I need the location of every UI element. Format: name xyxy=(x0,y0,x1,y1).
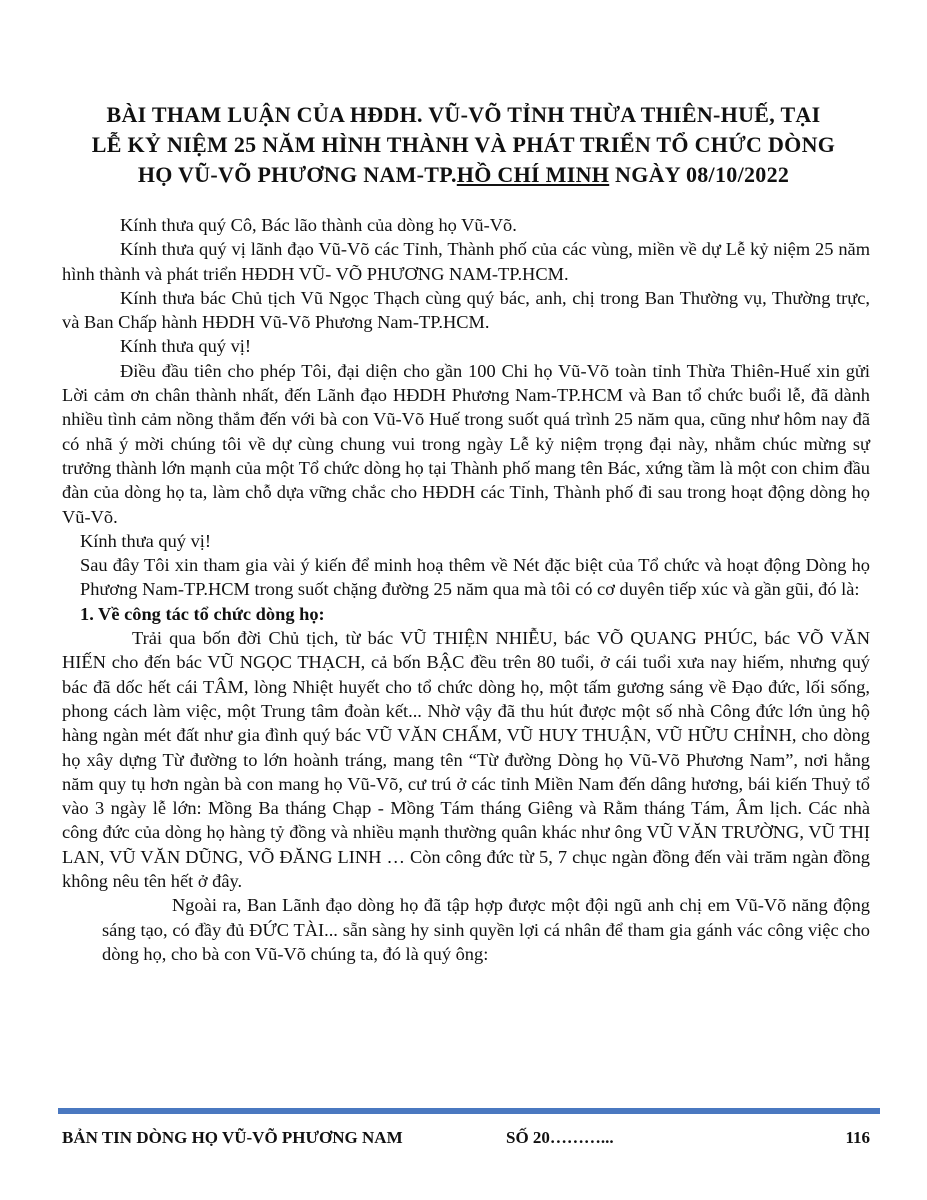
title-line-2: LỄ KỶ NIỆM 25 NĂM HÌNH THÀNH VÀ PHÁT TRIỂN TỔ CHỨC DÒNG xyxy=(91,132,836,157)
title-line-3 xyxy=(62,160,865,190)
page-title xyxy=(62,100,865,190)
title-line-1: BÀI THAM LUẬN CỦA HĐDH. VŨ-VÕ TỈNH THỪA THIÊN-HUẾ, TẠI xyxy=(106,102,821,127)
footer-page-number: 116 xyxy=(845,1128,870,1147)
leadership-paragraph: Ngoài ra, Ban Lãnh đạo dòng họ đã tập hợp được một đội ngũ anh chị em Vũ-Võ năng động sáng tạo, có đầy đủ ĐỨC TÀI... sẵn sàng hy sinh quyền lợi cá nhân để tham gia gánh vác công việc cho dòng họ, cho bà con Vũ-Võ chúng ta, đó là quý ông: xyxy=(102,895,870,964)
thanks-paragraph: Điều đầu tiên cho phép Tôi, đại diện cho gần 100 Chi họ Vũ-Võ toàn tỉnh Thừa Thiên-Huế xin gửi Lời cảm ơn chân thành nhất, đến Lãnh đạo HĐDH Phương Nam-TP.HCM và Ban tổ chức buổi lễ, đã dành nhiều tình cảm nồng thắm đến với bà con Vũ-Võ Huế trong suốt quá trình 25 năm qua, cũng như hôm nay đã có nhã ý mời chúng tôi về dự cùng chung vui trong ngày Lễ kỷ niệm trọng đại này, nhằm chúc mừng sự trưởng thành lớn mạnh của một Tổ chức dòng họ tại Thành phố mang tên Bác, xứng tầm là một con chim đầu đàn của dòng họ ta, làm chỗ dựa vững chắc cho HĐDH các Tỉnh, Thành phố đi sau trong hoạt động dòng họ Vũ-Võ. xyxy=(62,360,870,527)
footer-publication: BẢN TIN DÒNG HỌ VŨ-VÕ PHƯƠNG NAM xyxy=(62,1128,403,1147)
title-underlined-city: HỒ CHÍ MINH xyxy=(456,162,610,187)
title-line-3-start: HỌ VŨ-VÕ PHƯƠNG NAM-TP. xyxy=(137,162,457,187)
greeting-paragraph-5: Kính thưa quý vị! xyxy=(80,530,212,551)
title-line-3-end: NGÀY 08/10/2022 xyxy=(609,162,790,187)
greeting-paragraph-1: Kính thưa quý Cô, Bác lão thành của dòng họ Vũ-Võ. xyxy=(120,215,517,235)
greeting-paragraph-2: Kính thưa quý vị lãnh đạo Vũ-Võ các Tỉnh, Thành phố của các vùng, miền về dự Lễ kỷ niệm 25 năm hình thành và phát triển HĐDH VŨ- VÕ PHƯƠNG NAM-TP.HCM. xyxy=(62,239,870,284)
intro-paragraph: Sau đây Tôi xin tham gia vài ý kiến để minh hoạ thêm về Nét đặc biệt của Tổ chức và hoạt động Dòng họ Phương Nam-TP.HCM trong suốt chặng đường 25 năm qua mà tôi có cơ duyên tiếp xúc và gần gũi, đó là: xyxy=(80,555,870,600)
article-body xyxy=(62,213,870,966)
greeting-paragraph-3: Kính thưa bác Chủ tịch Vũ Ngọc Thạch cùng quý bác, anh, chị trong Ban Thường vụ, Thường trực, và Ban Chấp hành HĐDH Vũ-Võ Phương Nam-TP.HCM. xyxy=(62,287,870,333)
organization-paragraph: Trải qua bốn đời Chủ tịch, từ bác VŨ THIỆN NHIỄU, bác VÕ QUANG PHÚC, bác VÕ VĂN HIẾN cho đến bác VŨ NGỌC THẠCH, cả bốn BẬC đều trên 80 tuổi, ở cái tuổi xưa nay hiếm, nhưng quý bác đã dốc hết cái TÂM, lòng Nhiệt huyết cho tổ chức dòng họ, một tấm gương sáng về Đạo đức, lối sống, phong cách làm việc, một Trung tâm đoàn kết... Nhờ vậy đã thu hút được một số nhà Công đức lớn ủng hộ hàng ngàn mét đất như gia đình quý bác VŨ VĂN CHẨM, VŨ HUY THUẬN, VŨ HỮU CHỈNH, cho dòng họ xây dựng Từ đường to lớn hoành tráng, mang tên “Từ đường Dòng họ Vũ-Võ Phương Nam”, nơi hằng năm quy tụ hơn ngàn bà con mang họ Vũ-Võ, cư trú ở các tỉnh Miền Nam đến dâng hương, bái kiến Thuỷ tổ vào 3 ngày lễ lớn: Mồng Ba tháng Chạp - Mồng Tám tháng Giêng và Rằm tháng Tám, Âm lịch. Các nhà công đức của dòng họ hàng tỷ đồng và nhiều mạnh thường quân khác như ông VŨ VĂN TRƯỜNG, VŨ THỊ LAN, VŨ VĂN DŨNG, VÕ ĐĂNG LINH … Còn công đức từ 5, 7 chục ngàn đồng đến vài trăm ngàn đồng không nêu tên hết ở đây. xyxy=(62,628,870,892)
section-1-heading: 1. Về công tác tổ chức dòng họ: xyxy=(80,603,325,624)
greeting-paragraph-4: Kính thưa quý vị! xyxy=(120,336,252,357)
footer-divider xyxy=(58,1108,880,1114)
footer-issue: SỐ 20………... xyxy=(506,1128,614,1147)
